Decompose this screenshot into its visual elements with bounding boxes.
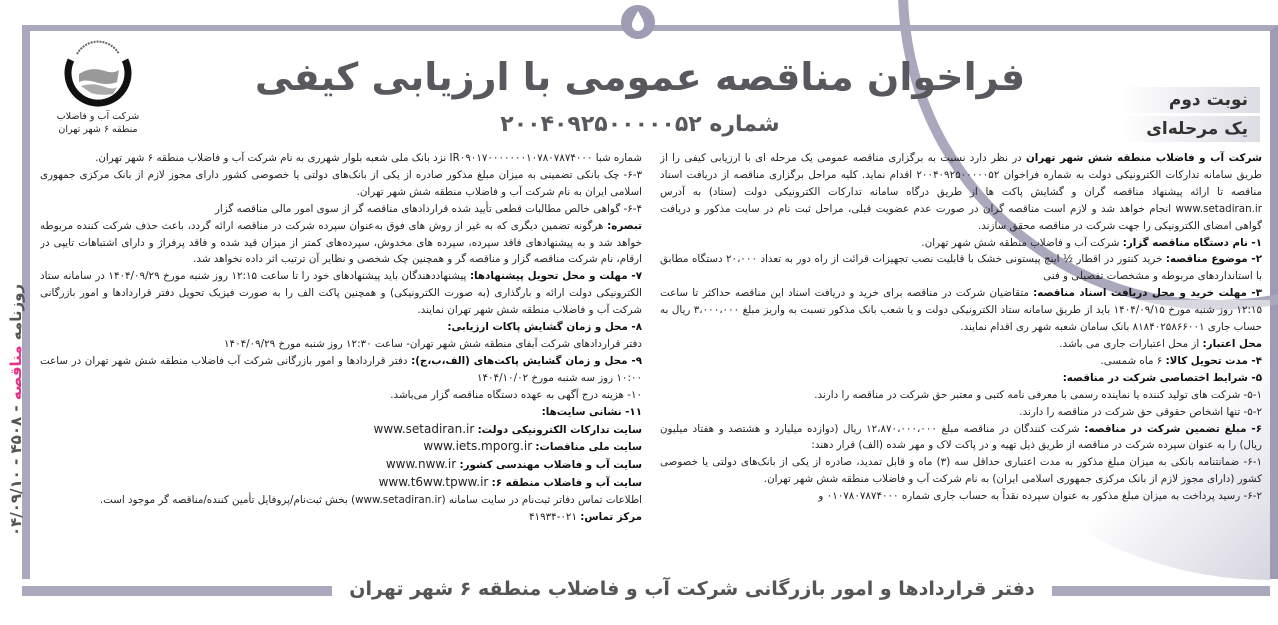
clause-item	[660, 404, 1262, 421]
logo-text-2: منطقه ۶ شهر تهران	[58, 124, 138, 135]
stage-badge: یک مرحله‌ای	[1120, 116, 1260, 142]
clause-item	[660, 387, 1262, 404]
clause-label: ۱- نام دستگاه مناقصه گزار:	[1122, 236, 1262, 249]
clause-text: متقاضیان شرکت در مناقصه برای خرید و دریافت اسناد این مناقصه حداکثر تا ساعت ۱۲:۱۵ روز شنبه مورخ ۱۴۰۴/۰۹/۱۵ باید از طریق سامانه ستاد الکترونیکی دولت و یا شعب بانک مذکور نسبت به واریز مبلغ ۳،۰۰۰،۰۰۰ ریال به حساب جاری ۸۱۸۴۰۲۵۸۶۶۰۰۱ بانک سامان شعبه شهر ری اقدام نمایند.	[660, 287, 1262, 334]
clause-label: ۲- موضوع مناقصه:	[1165, 253, 1262, 266]
company-logo	[50, 38, 146, 136]
clause-item	[660, 285, 1262, 336]
contact-info: اطلاعات تماس دفاتر ثبت‌نام در سایت سامانه (www.setadiran.ir) بخش ثبت‌نام/پروفایل تأمین کننده/مناقصه گر موجود است.	[99, 494, 642, 507]
water-company-emblem-icon	[61, 38, 135, 110]
clause-text: ۶-۱- ضمانتنامه بانکی به میزان مبلغ مذکور به مدت اعتباری حداقل سه (۳) ماه و قابل تمدید، صادره از یکی از بانک‌های دولتی یا خصوصی کشور (دارای مجوز لازم از بانک مرکزی جمهوری اسلامی ایران) به نام شرکت آب و فاضلاب منطقه شش شهر تهران.	[660, 456, 1262, 486]
clause-item	[660, 454, 1262, 488]
page-title: فراخوان مناقصه عمومی با ارزیابی کیفی	[254, 55, 1026, 99]
clause-label: ۴- مدت تحویل کالا:	[1165, 354, 1262, 367]
footer-text: دفتر قراردادها و امور بازرگانی شرکت آب و فاضلاب منطقه ۶ شهر تهران	[332, 578, 1052, 600]
clause-text: دفتر قراردادها و امور بازرگانی شرکت آب فاضلاب منطقه شش شهر تهران در ساعت ۱۰:۰۰ روز سه شنبه مورخ ۱۴۰۴/۱۰/۰۲	[40, 354, 642, 384]
clause-text: ۶-۳- چک بانکی تضمینی به میزان مبلغ مذکور صادره از یکی از بانک‌های دولتی یا خصوصی کشور دارای مجوز لازم از بانک مرکزی جمهوری اسلامی ایران به نام شرکت آب و فاضلاب منطقه شش شهر تهران.	[40, 168, 642, 198]
tender-number: شماره ۲۰۰۴۰۹۲۵۰۰۰۰۰۵۲	[500, 112, 780, 137]
clause-label: ۵- شرایط اختصاصی شرکت در مناقصه:	[1062, 371, 1262, 384]
site-url-link[interactable]: www.t6ww.tpww.ir	[378, 475, 489, 490]
clause-label: ۳- مهلت خرید و محل دریافت اسناد مناقصه:	[1033, 287, 1262, 300]
clause-label: ۶- مبلغ تضمین شرکت در مناقصه:	[1084, 422, 1262, 435]
site-item	[40, 438, 642, 456]
footer	[22, 578, 1270, 608]
clause-item	[40, 404, 642, 421]
clause-item	[40, 167, 642, 201]
intro-bold: شرکت آب و فاضلاب منطقه شش شهر تهران	[1026, 152, 1262, 164]
clause-item	[660, 488, 1262, 505]
site-label: سایت آب و فاضلاب منطقه ۶:	[491, 477, 642, 490]
newspaper-name: روزنامه	[7, 283, 25, 341]
clause-text: خرید کنتور در اقطار ½ اینچ پیستونی خشک با قابلیت نصب تجهیزات قرائت از راه دور به تعداد ۲۰،۰۰۰ دستگاه مطابق با استانداردهای مربوطه و مشخصات تفصیلی و فنی	[660, 253, 1262, 283]
logo-text-1: شرکت آب و فاضلاب	[56, 111, 140, 122]
clause-text: دفتر قراردادهای شرکت آبفای منطقه شش شهر تهران- ساعت ۱۲:۳۰ روز شنبه مورخ ۱۴۰۴/۰۹/۲۹	[224, 337, 642, 350]
clause-item	[660, 336, 1262, 353]
site-label: سایت ملی مناقصات:	[535, 441, 642, 454]
clause-item	[660, 421, 1262, 455]
site-item	[40, 456, 642, 474]
clause-label: ۱۱- نشانی سایت‌ها:	[541, 405, 642, 418]
clause-item	[40, 201, 642, 218]
intro-paragraph	[660, 150, 1262, 235]
clause-item	[40, 150, 642, 167]
clause-text: پیشنهاددهندگان باید پیشنهادهای خود را تا ساعت ۱۲:۱۵ روز شنبه مورخ ۱۴۰۴/۰۹/۲۹ در سامانه ستاد الکترونیکی دولت ارائه و بارگذاری (به صورت الکترونیکی) و همچنین پاکت الف را به صورت فیزیک تحویل دفتر قراردادها و امور بازرگانی شرکت آب و فاضلاب منطقه شش شهر تهران نمایند.	[40, 270, 642, 317]
clause-item	[660, 353, 1262, 370]
issue-info: - ۴۵۰۸ - ۰۴/۰۹/۱۰	[7, 405, 25, 537]
call-center	[40, 509, 642, 526]
clause-label: ۹- محل و زمان گشایش پاکت‌های (الف،ب،ج):	[411, 354, 642, 367]
clause-text: ۶ ماه شمسی.	[1100, 354, 1166, 367]
side-label	[0, 270, 34, 560]
clause-text: از محل اعتبارات جاری می باشد.	[1059, 337, 1203, 350]
clause-text: شرکت کنندگان در مناقصه مبلغ ۱۲،۸۷۰،۰۰۰،۰۰۰ ریال (دوازده میلیارد و هشتصد و هفتاد میلیون ریال) را به عنوان سپرده شرکت در مناقصه از طریق ذیل تهیه و در پاکت لاک و مهر شده (الف) قرار دهند:	[660, 422, 1262, 452]
clause-item	[660, 251, 1262, 285]
water-drop-icon	[620, 4, 656, 44]
clause-item	[40, 268, 642, 319]
intro-text: در نظر دارد نسبت به برگزاری مناقصه عمومی یک مرحله ای با ارزیابی کیفی را از طریق سامانه تدارکات الکترونیکی دولت به شماره فراخوان ۲۰۰۴۰۹۲۵۰۰۰۰۰۵۲ اقدام نماید. کلیه مراحل برگزاری مناقصه از دریافت اسناد مناقصه تا ارائه پیشنهاد مناقصه گران و گشایش پاکت ها از طریق درگاه سامانه تدارکات الکترونیکی دولت (ستاد) به آدرس www.setadiran.ir انجام خواهد شد و لازم است مناقصه گران در صورت عدم عضویت قبلی، مراحل ثبت نام در سایت مذکور و دریافت گواهی امضای الکترونیکی را جهت شرکت در مناقصه محقق سازند.	[660, 152, 1262, 232]
newspaper-brand: مناقصه	[7, 345, 25, 401]
site-url-link[interactable]: www.iets.mporg.ir	[423, 439, 533, 454]
clause-item	[40, 387, 642, 404]
left-column	[40, 150, 642, 575]
clause-text: ۵-۲- تنها اشخاص حقوقی حق شرکت در مناقصه را دارند.	[1019, 405, 1262, 418]
call-center-label: مرکز تماس:	[580, 511, 642, 524]
site-label: سایت تدارکات الکترونیکی دولت:	[477, 423, 642, 436]
right-column	[660, 150, 1262, 570]
clause-text: ۱۰- هزینه درج آگهی به عهده دستگاه مناقصه گزار می‌باشد.	[390, 388, 642, 401]
clause-item	[660, 235, 1262, 252]
clause-text: ۵-۱- شرکت های تولید کننده یا نماینده رسمی با معرفی نامه کتبی و معتبر حق شرکت در مناقصه را دارند.	[814, 388, 1262, 401]
site-url-link[interactable]: www.setadiran.ir	[373, 421, 475, 436]
clause-label: ۸- محل و زمان گشایش پاکات ارزیابی:	[447, 321, 642, 334]
round-badge: نوبت دوم	[1120, 87, 1260, 113]
clause-text: ۶-۲- رسید پرداخت به میزان مبلغ مذکور به عنوان سپرده نقداً به حساب جاری شماره ۰۱۰۷۸۰۷۸۷۴۰۰۰ و	[818, 490, 1262, 503]
clause-label: ۷- مهلت و محل تحویل پیشنهادها:	[469, 270, 642, 283]
site-item	[40, 421, 642, 439]
clause-item	[40, 353, 642, 387]
clause-label: محل اعتبار:	[1202, 337, 1262, 350]
clause-text: ۶-۴- گواهی خالص مطالبات قطعی تأیید شده قراردادهای مناقصه گر از سوی امور مالی مناقصه گزار	[214, 202, 642, 215]
footer-bar-left	[22, 586, 332, 596]
clause-item	[40, 319, 642, 336]
site-item	[40, 474, 642, 492]
site-label: سایت آب و فاضلاب مهندسی کشور:	[459, 459, 642, 472]
clause-label: تبصره:	[607, 219, 642, 232]
clause-text: شرکت آب و فاضلاب منطقه شش شهر تهران.	[921, 236, 1123, 249]
site-url-link[interactable]: www.nww.ir	[385, 457, 457, 472]
clause-item	[40, 336, 642, 353]
call-center-number: ۰۲۱-۴۱۹۳۴	[529, 511, 581, 524]
clause-text: شماره شبا IR۰۹۰۱۷۰۰۰۰۰۰۰۱۰۷۸۰۷۸۷۴۰۰۰ نزد بانک ملی شعبه بلوار شهرری به نام شرکت آب و فاضلاب منطقه ۶ شهر تهران.	[95, 152, 642, 164]
clause-item	[660, 370, 1262, 387]
clause-item	[40, 218, 642, 269]
clause-text: هرگونه تضمین دیگری که به غیر از روش های فوق به‌عنوان سپرده شرکت در مناقصه ارائه گردد، باعث حذف شرکت کننده مربوطه خواهد شد و به پیشنهادهای فاقد سپرده، سپرده های مخدوش، سپرده‌های کمتر از میزان قید شده و فاقد پرفراژ و دارای اشتباهات تایپی در ارقام، نام شرکت مناقصه گزار و مناقصه گر و همچنین چک شخصی و نظایر آن ترتیب اثر داده نخواهد شد.	[40, 219, 642, 266]
footer-bar-right	[1052, 586, 1270, 596]
